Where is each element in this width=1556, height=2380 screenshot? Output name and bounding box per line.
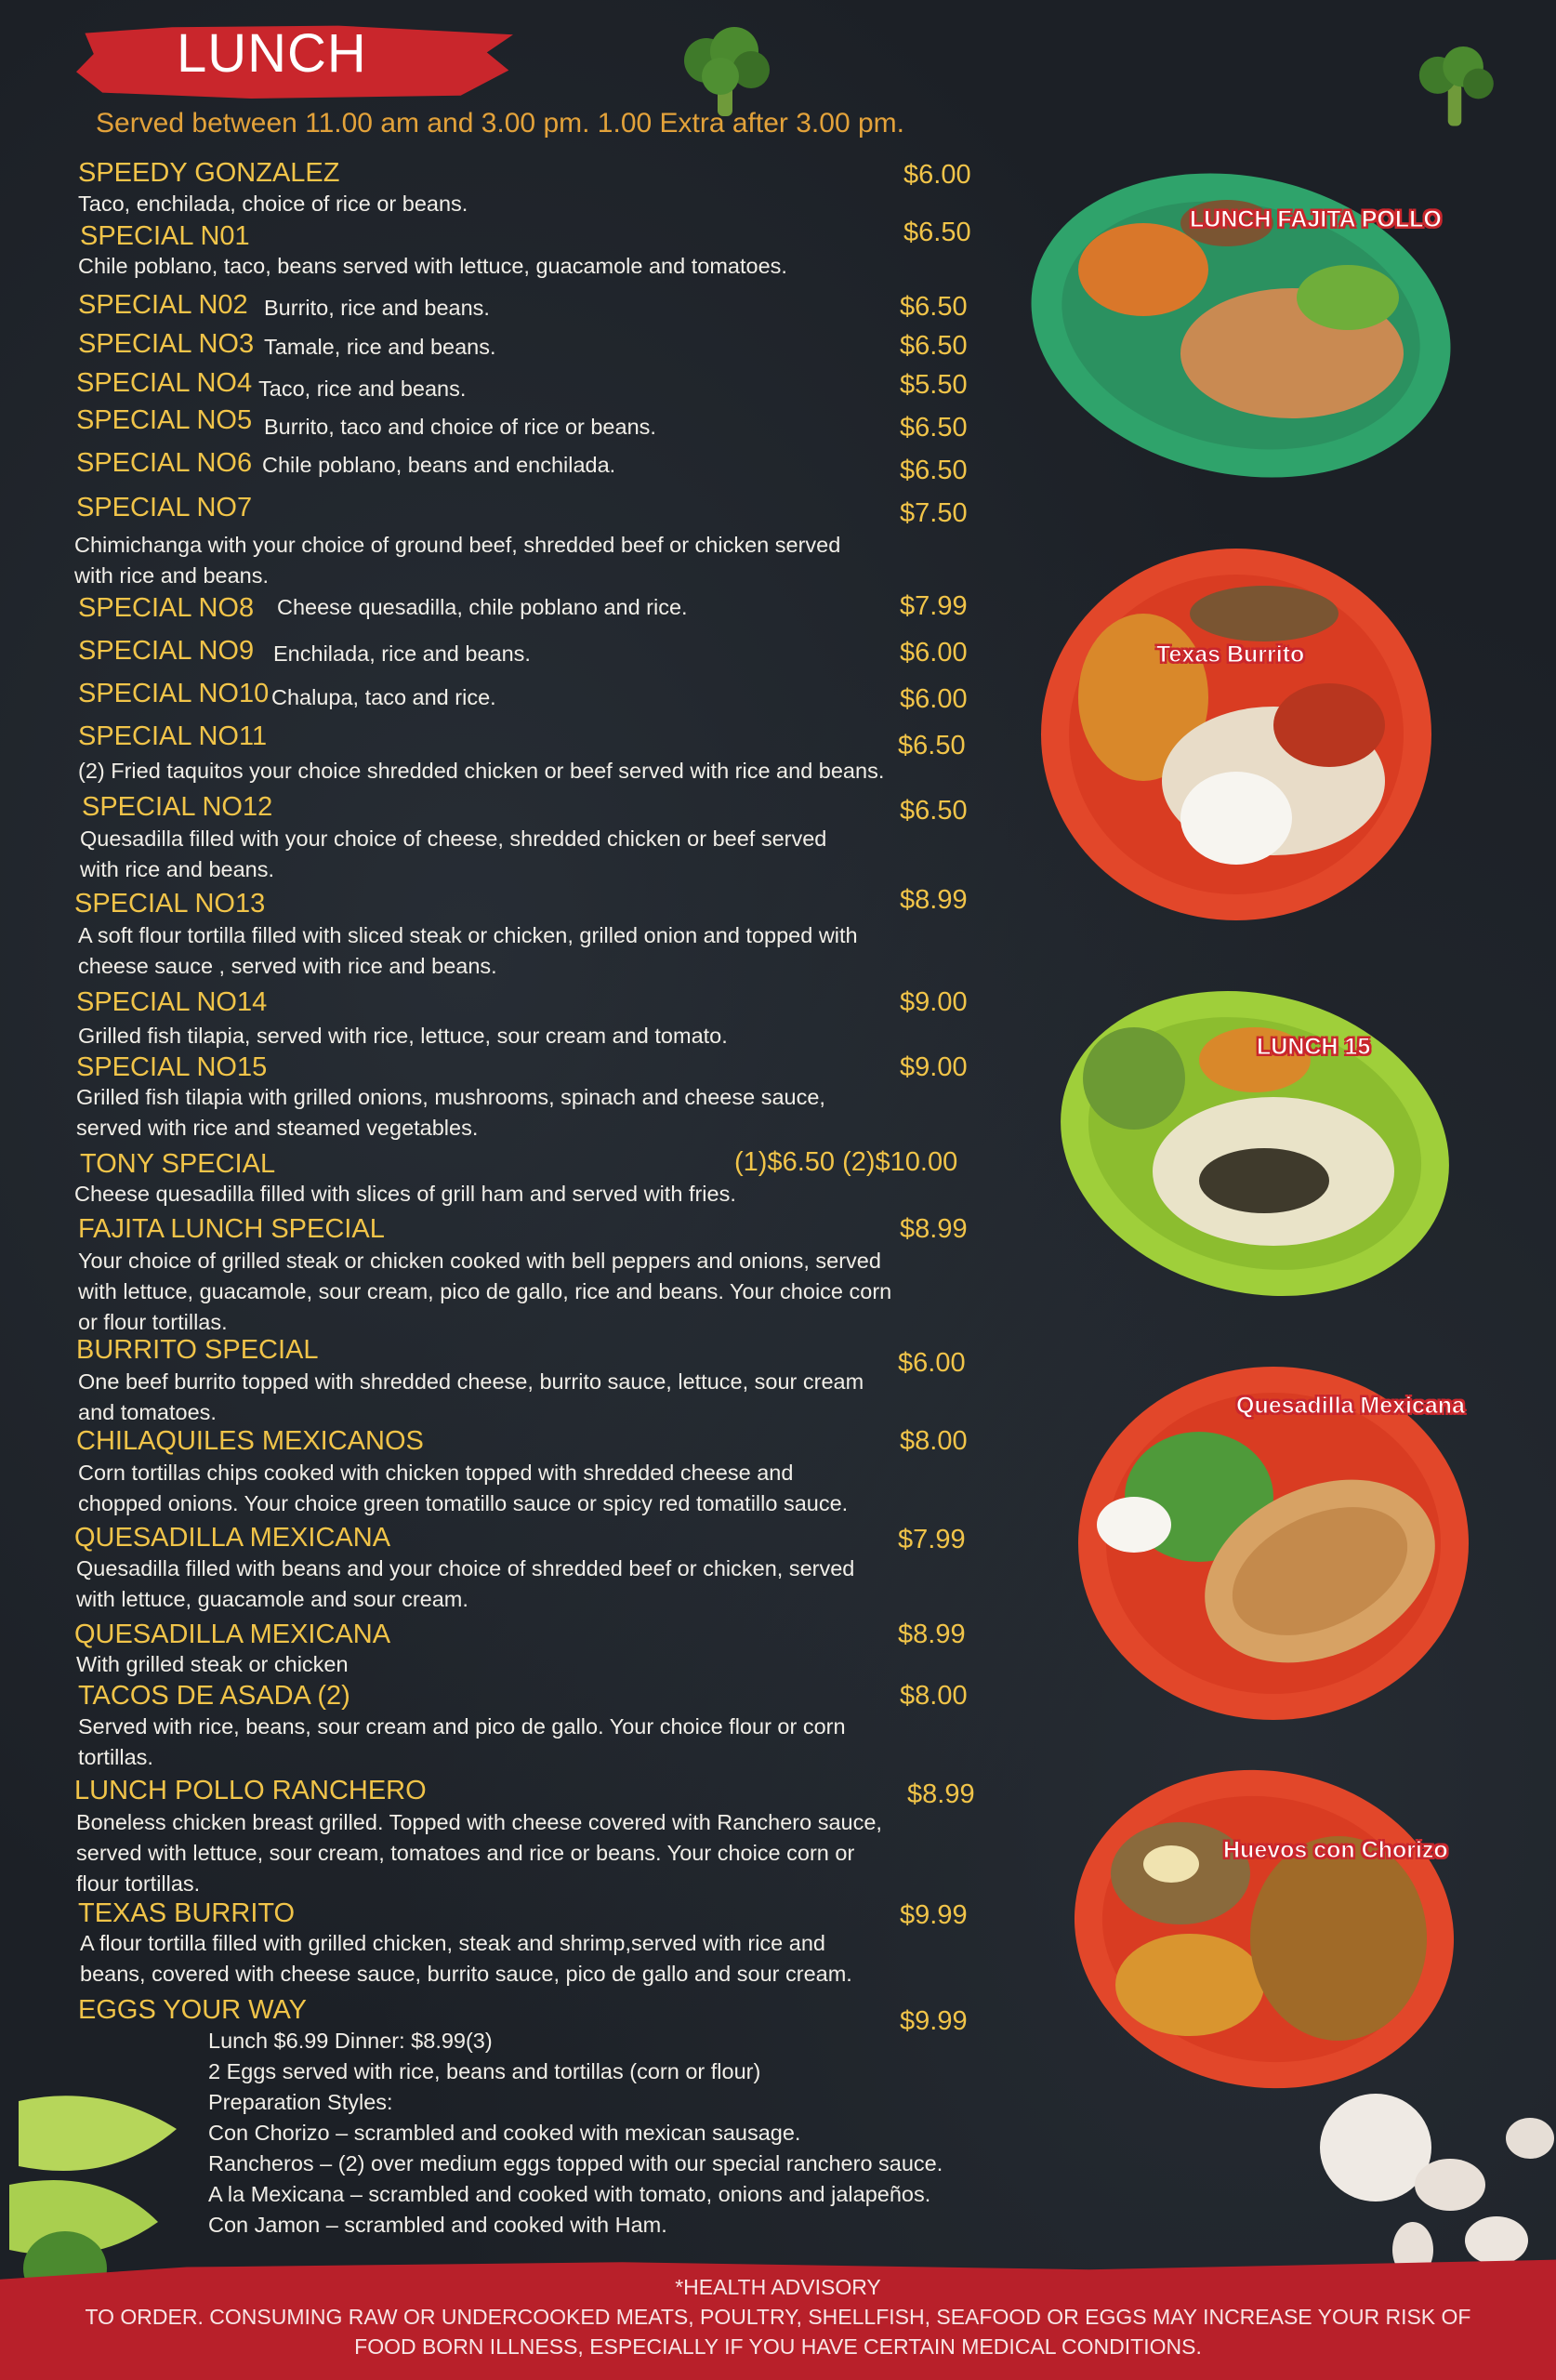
broccoli-icon: [1404, 37, 1506, 130]
health-advisory-text: TO ORDER. CONSUMING RAW OR UNDERCOOKED MEATS, POULTRY, SHELLFISH, SEAFOOD OR EGGS MAY INCREASE YOUR RISK OF: [85, 2305, 1471, 2329]
item-name: SPECIAL NO14: [76, 987, 268, 1017]
item-name: SPECIAL NO9: [78, 636, 255, 666]
item-description: Burrito, taco and choice of rice or beans.: [264, 415, 656, 439]
item-price: $9.00: [900, 987, 968, 1017]
plate-image: [1050, 976, 1459, 1311]
item-description: A flour tortilla filled with grilled chicken, steak and shrimp,served with rice and: [80, 1931, 825, 1955]
plate-label: Texas Burrito: [1156, 641, 1305, 668]
item-description: Chalupa, taco and rice.: [271, 685, 496, 709]
item-description: Chile poblano, beans and enchilada.: [262, 453, 616, 477]
item-price: $6.50: [900, 331, 968, 361]
item-description: with rice and beans.: [80, 857, 275, 881]
item-name: SPECIAL NO4: [76, 368, 253, 398]
item-description: beans, covered with cheese sauce, burrito sauce, pico de gallo and sour cream.: [80, 1962, 852, 1986]
item-description: One beef burrito topped with shredded cheese, burrito sauce, lettuce, sour cream: [78, 1369, 864, 1394]
item-name: QUESADILLA MEXICANA: [74, 1620, 391, 1649]
item-name: SPECIAL NO13: [74, 889, 266, 919]
item-name: SPECIAL NO8: [78, 593, 255, 623]
item-name: FAJITA LUNCH SPECIAL: [78, 1214, 385, 1244]
item-name: SPECIAL NO3: [78, 329, 255, 359]
item-name: LUNCH POLLO RANCHERO: [74, 1776, 427, 1805]
item-description: Served with rice, beans, sour cream and pico de gallo. Your choice flour or corn: [78, 1714, 846, 1739]
item-price: $7.99: [900, 591, 968, 621]
item-name: SPECIAL NO6: [76, 448, 253, 478]
item-description: Cheese quesadilla, chile poblano and rice.: [277, 595, 688, 619]
item-description: with lettuce, guacamole, sour cream, pico de gallo, rice and beans. Your choice corn: [78, 1279, 892, 1303]
item-description: Your choice of grilled steak or chicken cooked with bell peppers and onions, served: [78, 1249, 881, 1273]
item-description: Taco, rice and beans.: [258, 377, 467, 401]
item-price: (1)$6.50 (2)$10.00: [734, 1147, 958, 1177]
item-name: CHILAQUILES MEXICANOS: [76, 1426, 424, 1456]
eggs-line: Preparation Styles:: [208, 2090, 393, 2114]
broccoli-icon: [669, 19, 781, 121]
item-description: or flour tortillas.: [78, 1310, 228, 1334]
item-price: $6.50: [900, 413, 968, 443]
item-name: TONY SPECIAL: [80, 1149, 276, 1179]
item-description: Grilled fish tilapia, served with rice, lettuce, sour cream and tomato.: [78, 1024, 728, 1048]
eggs-line: Rancheros – (2) over medium eggs topped with our special ranchero sauce.: [208, 2151, 943, 2175]
item-description: A soft flour tortilla filled with sliced steak or chicken, grilled onion and topped with: [78, 923, 858, 947]
plate-label: LUNCH 15: [1257, 1034, 1371, 1060]
item-description: (2) Fried taquitos your choice shredded chicken or beef served with rice and beans.: [78, 759, 885, 783]
item-price: $9.99: [900, 1900, 968, 1930]
item-name: TACOS DE ASADA (2): [78, 1681, 350, 1711]
eggs-line: Con Chorizo – scrambled and cooked with mexican sausage.: [208, 2121, 801, 2145]
item-name: SPEEDY GONZALEZ: [78, 158, 340, 188]
item-name: SPECIAL NO5: [76, 405, 253, 435]
item-price: $8.99: [907, 1779, 975, 1809]
item-description: Enchilada, rice and beans.: [273, 641, 531, 666]
item-price: $9.00: [900, 1052, 968, 1082]
eggs-line: 2 Eggs served with rice, beans and tortillas (corn or flour): [208, 2059, 761, 2083]
item-name: SPECIAL NO11: [78, 721, 268, 751]
item-price: $8.00: [900, 1426, 968, 1456]
item-description: Boneless chicken breast grilled. Topped with cheese covered with Ranchero sauce,: [76, 1810, 882, 1834]
item-description: with lettuce, guacamole and sour cream.: [76, 1587, 468, 1611]
item-name: EGGS YOUR WAY: [78, 1995, 308, 2025]
item-description: Corn tortillas chips cooked with chicken topped with shredded cheese and: [78, 1461, 794, 1485]
item-description: With grilled steak or chicken: [76, 1652, 349, 1676]
item-description: cheese sauce , served with rice and beans.: [78, 954, 497, 978]
item-name: SPECIAL NO12: [82, 792, 273, 822]
item-description: Quesadilla filled with beans and your choice of shredded beef or chicken, served: [76, 1556, 855, 1580]
item-price: $5.50: [900, 370, 968, 400]
item-name: SPECIAL NO10: [78, 679, 270, 708]
eggs-line: A la Mexicana – scrambled and cooked with tomato, onions and jalapeños.: [208, 2182, 931, 2206]
item-description: Chimichanga with your choice of ground beef, shredded beef or chicken served: [74, 533, 841, 557]
item-price: $6.00: [898, 1348, 966, 1378]
item-name: TEXAS BURRITO: [78, 1898, 296, 1928]
item-name: SPECIAL NO15: [76, 1052, 268, 1082]
item-name: SPECIAL NO7: [76, 493, 253, 522]
item-description: Grilled fish tilapia with grilled onions, mushrooms, spinach and cheese sauce,: [76, 1085, 825, 1109]
health-advisory-text: FOOD BORN ILLNESS, ESPECIALLY IF YOU HAVE CERTAIN MEDICAL CONDITIONS.: [354, 2334, 1202, 2359]
plate-image: [1069, 1762, 1459, 2096]
item-price: $8.99: [900, 885, 968, 915]
health-advisory-title: *HEALTH ADVISORY: [675, 2275, 881, 2299]
item-description: Quesadilla filled with your choice of cheese, shredded chicken or beef served: [80, 826, 827, 851]
item-description: tortillas.: [78, 1745, 153, 1769]
item-price: $6.50: [903, 218, 971, 247]
item-description: chopped onions. Your choice green tomatillo sauce or spicy red tomatillo sauce.: [78, 1491, 849, 1515]
item-price: $6.50: [900, 456, 968, 485]
item-price: $9.99: [900, 2006, 968, 2036]
item-description: Burrito, rice and beans.: [264, 296, 490, 320]
item-name: QUESADILLA MEXICANA: [74, 1523, 391, 1553]
item-price: $6.50: [900, 292, 968, 322]
plate-label: Huevos con Chorizo: [1223, 1837, 1448, 1863]
item-description: Tamale, rice and beans.: [264, 335, 496, 359]
item-name: SPECIAL N01: [80, 221, 250, 251]
item-description: flour tortillas.: [76, 1871, 201, 1896]
item-price: $8.00: [900, 1681, 968, 1711]
item-price: $6.50: [900, 796, 968, 826]
item-price: $6.00: [900, 638, 968, 668]
plate-label: LUNCH FAJITA POLLO: [1190, 206, 1442, 232]
plate-label: Quesadilla Mexicana: [1236, 1393, 1465, 1419]
item-name: BURRITO SPECIAL: [76, 1335, 319, 1365]
item-description: and tomatoes.: [78, 1400, 217, 1424]
item-description: with rice and beans.: [74, 563, 270, 588]
eggs-line: Con Jamon – scrambled and cooked with Ham.: [208, 2213, 667, 2237]
item-price: $6.00: [903, 160, 971, 190]
item-price: $6.50: [898, 731, 966, 760]
item-price: $6.00: [900, 684, 968, 714]
item-description: served with lettuce, sour cream, tomatoes and rice or beans. Your choice corn or: [76, 1841, 855, 1865]
served-hours-note: Served between 11.00 am and 3.00 pm. 1.00 Extra after 3.00 pm.: [96, 108, 904, 139]
item-description: Taco, enchilada, choice of rice or beans.: [78, 192, 468, 216]
item-price: $7.99: [898, 1525, 966, 1554]
item-description: Chile poblano, taco, beans served with lettuce, guacamole and tomatoes.: [78, 254, 787, 278]
eggs-line: Lunch $6.99 Dinner: $8.99(3): [208, 2029, 493, 2053]
item-price: $8.99: [898, 1620, 966, 1649]
item-description: Cheese quesadilla filled with slices of grill ham and served with fries.: [74, 1182, 736, 1206]
plate-image: [1032, 539, 1441, 930]
item-price: $8.99: [900, 1214, 968, 1244]
page-title: LUNCH: [177, 23, 367, 84]
item-name: SPECIAL N02: [78, 290, 248, 320]
item-description: served with rice and steamed vegetables.: [76, 1116, 479, 1140]
item-price: $7.50: [900, 498, 968, 528]
